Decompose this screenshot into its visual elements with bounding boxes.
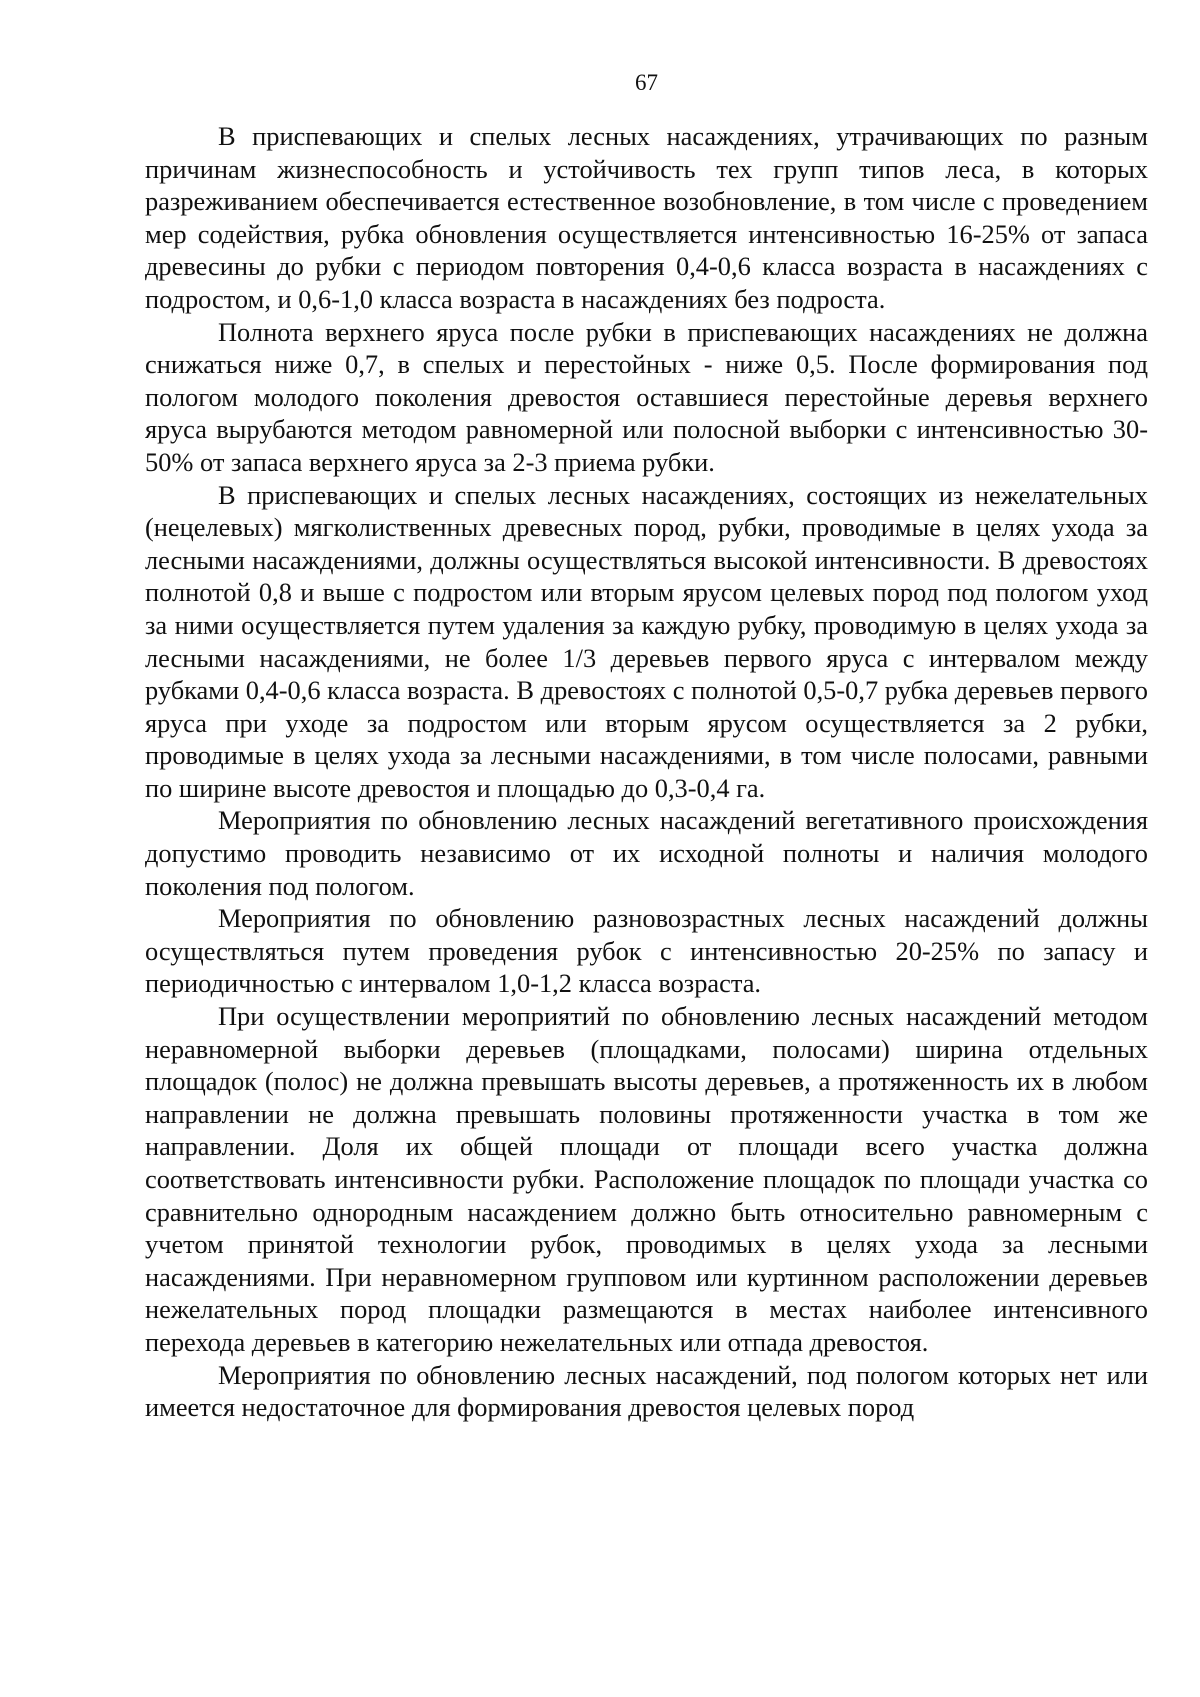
paragraph: В приспевающих и спелых лесных насаждениях, состоящих из нежелательных (нецелевых) мягколиственных древесных пород, рубки, проводимые в целях ухода за лесными насаждениями, должны осуществляться высокой интенсивности. В древостоях полнотой 0,8 и выше с подростом или вторым ярусом целевых пород под пологом уход за ними осуществляется путем удаления за каждую рубку, проводимую в целях ухода за лесными насаждениями, не более 1/3 деревьев первого яруса с интервалом между рубками 0,4-0,6 класса возраста. В древостоях с полнотой 0,5-0,7 рубка деревьев первого яруса при уходе за подростом или вторым ярусом осуществляется за 2 рубки, проводимые в целях ухода за лесными насаждениями, в том числе полосами, равными по ширине высоте древостоя и площадью до 0,3-0,4 га. bbox=[145, 479, 1148, 803]
page-number: 67 bbox=[635, 70, 658, 95]
paragraph: Полнота верхнего яруса после рубки в приспевающих насаждениях не должна снижаться ниже 0,7, в спелых и перестойных - ниже 0,5. После формирования под пологом молодого поколения древостоя оставшиеся перестойные деревья верхнего яруса вырубаются методом равномерной или полосной выборки с интенсивностью 30-50% от запаса верхнего яруса за 2-3 приема рубки. bbox=[145, 316, 1148, 477]
body-text bbox=[145, 120, 1148, 1424]
paragraph: Мероприятия по обновлению лесных насаждений вегетативного происхождения допустимо проводить независимо от их исходной полноты и наличия молодого поколения под пологом. bbox=[145, 805, 1148, 901]
paragraph: Мероприятия по обновлению разновозрастных лесных насаждений должны осуществляться путем проведения рубок с интенсивностью 20-25% по запасу и периодичностью с интервалом 1,0-1,2 класса возраста. bbox=[145, 903, 1148, 999]
paragraph: Мероприятия по обновлению лесных насаждений, под пологом которых нет или имеется недостаточное для формирования древостоя целевых пород bbox=[145, 1359, 1148, 1423]
paragraph: В приспевающих и спелых лесных насаждениях, утрачивающих по разным причинам жизнеспособность и устойчивость тех групп типов леса, в которых разреживанием обеспечивается естественное возобновление, в том числе с проведением мер содействия, рубка обновления осуществляется интенсивностью 16-25% от запаса древесины до рубки с периодом повторения 0,4-0,6 класса возраста в насаждениях с подростом, и 0,6-1,0 класса возраста в насаждениях без подроста. bbox=[145, 121, 1148, 314]
paragraph: При осуществлении мероприятий по обновлению лесных насаждений методом неравномерной выборки деревьев (площадками, полосами) ширина отдельных площадок (полос) не должна превышать высоты деревьев, а протяженность их в любом направлении не должна превышать половины протяженности участка в том же направлении. Доля их общей площади от площади всего участка должна соответствовать интенсивности рубки. Расположение площадок по площади участка со сравнительно однородным насаждением должно быть относительно равномерным с учетом принятой технологии рубок, проводимых в целях ухода за лесными насаждениями. При неравномерном групповом или куртинном расположении деревьев нежелательных пород площадки размещаются в местах наиболее интенсивного перехода деревьев в категорию нежелательных или отпада древостоя. bbox=[145, 1001, 1148, 1357]
